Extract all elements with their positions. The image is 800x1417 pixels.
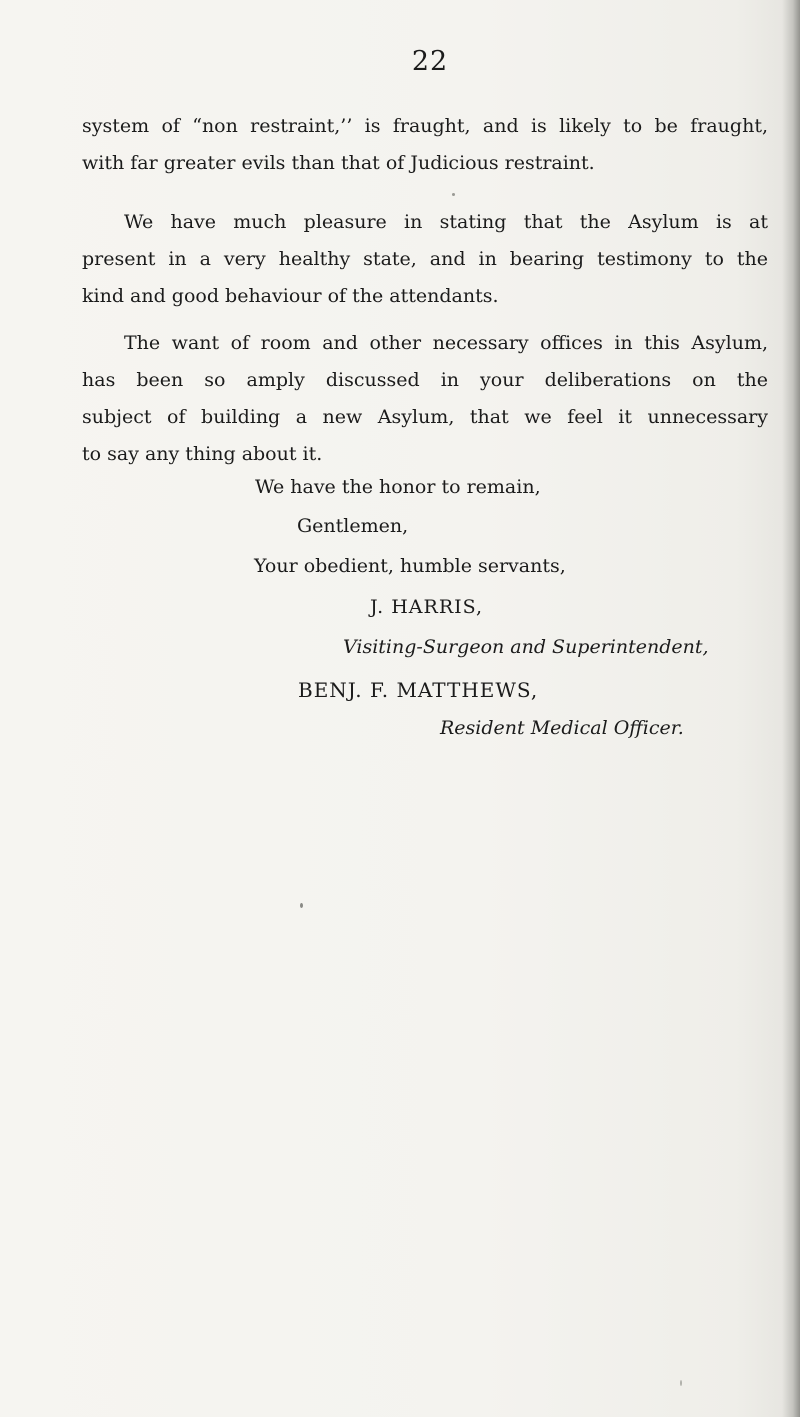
- signatory-2-name: BENJ. F. MATTHEWS,: [298, 678, 539, 702]
- paragraph-2-line-2: present in a very healthy state, and in bearing testimony to the: [82, 248, 768, 270]
- paragraph-2-line-1: We have much pleasure in stating that the Asylum is at: [124, 211, 768, 233]
- signatory-1-name: J. HARRIS,: [370, 596, 484, 618]
- page-edge-shadow: [782, 0, 800, 1417]
- paragraph-1-line-1: system of “non restraint,’’ is fraught, and is likely to be fraught,: [82, 115, 768, 137]
- paper-speck: [300, 903, 303, 908]
- paper-speck: [452, 193, 455, 196]
- paragraph-2-line-3: kind and good behaviour of the attendants.: [82, 285, 499, 307]
- closing-servants: Your obedient, humble servants,: [254, 555, 566, 577]
- paragraph-3-line-2: has been so amply discussed in your deliberations on the: [82, 369, 768, 391]
- paragraph-1: [82, 108, 768, 182]
- signatory-2-title: Resident Medical Officer.: [440, 717, 684, 739]
- paragraph-3-line-3: subject of building a new Asylum, that we feel it unnecessary: [82, 406, 768, 428]
- page-number: 22: [411, 46, 449, 77]
- paragraph-1-line-2: with far greater evils than that of Judicious restraint.: [82, 152, 595, 174]
- signatory-1-title: Visiting-Surgeon and Superintendent,: [343, 636, 709, 658]
- closing-salutation: Gentlemen,: [297, 515, 409, 537]
- closing-honor: We have the honor to remain,: [255, 476, 541, 498]
- paragraph-3-line-1: The want of room and other necessary offices in this Asylum,: [124, 332, 768, 354]
- paper-speck: [680, 1380, 682, 1386]
- paragraph-3-line-4: to say any thing about it.: [82, 443, 323, 465]
- paragraph-3: [82, 325, 768, 473]
- paragraph-2: [82, 204, 768, 315]
